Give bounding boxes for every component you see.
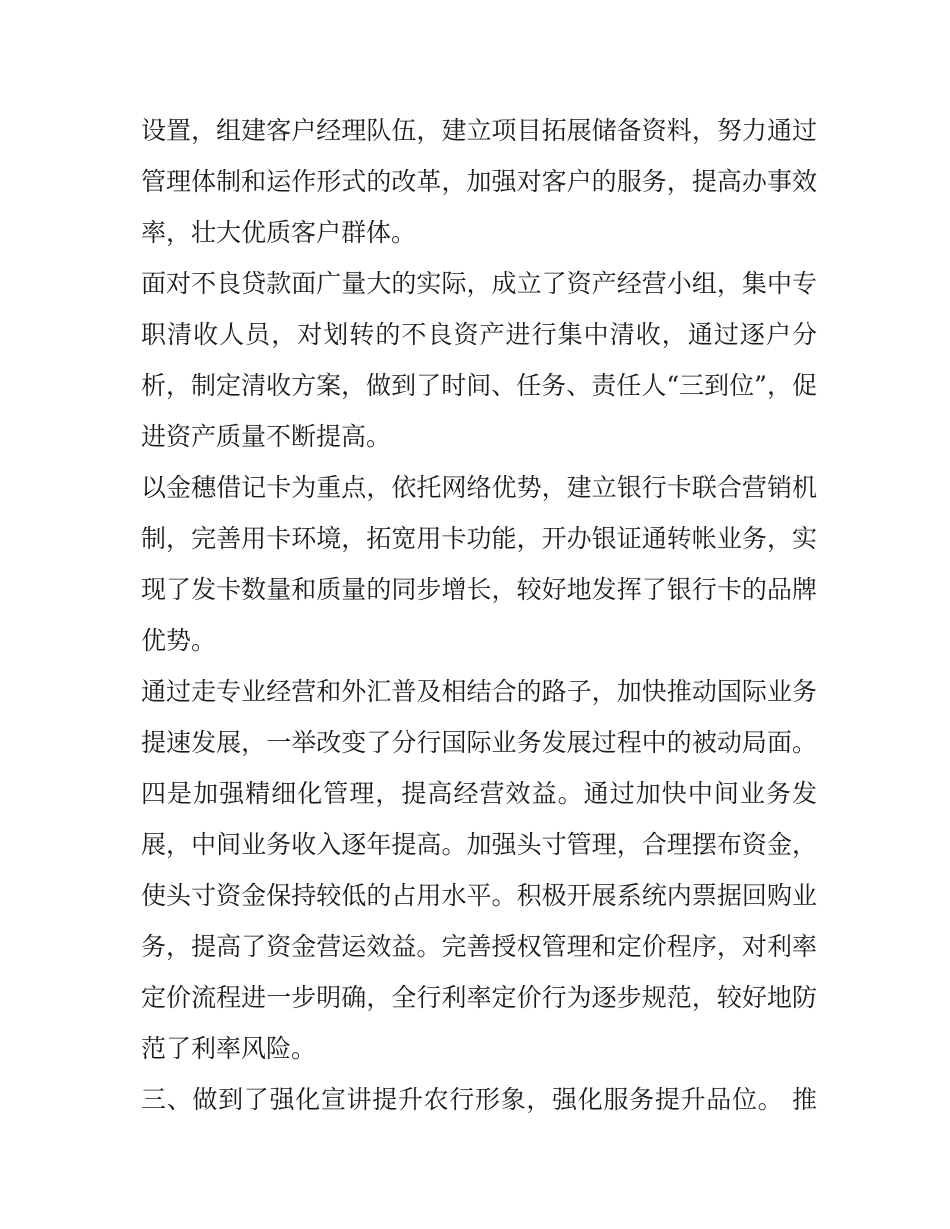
text-line: 展，中间业务收入逐年提高。加强头寸管理，合理摆布资金，: [141, 830, 817, 859]
document-body: [141, 105, 817, 1125]
text-line: 定价流程进一步明确，全行利率定价行为逐步规范，较好地防: [141, 983, 817, 1012]
text-line: 现了发卡数量和质量的同步增长，较好地发挥了银行卡的品牌: [141, 575, 817, 604]
text-line: 率，壮大优质客户群体。: [141, 218, 417, 247]
text-line: 职清收人员，对划转的不良资产进行集中清收，通过逐户分: [141, 320, 817, 349]
text-line: 提速发展，一举改变了分行国际业务发展过程中的被动局面。: [141, 728, 817, 757]
text-line: 制，完善用卡环境，拓宽用卡功能，开办银证通转帐业务，实: [141, 524, 817, 553]
text-line: 设置，组建客户经理队伍，建立项目拓展储备资料，努力通过: [141, 116, 817, 145]
text-line: 面对不良贷款面广量大的实际，成立了资产经营小组，集中专: [141, 269, 817, 298]
text-line: 务，提高了资金营运效益。完善授权管理和定价程序，对利率: [141, 932, 817, 961]
text-line: 四是加强精细化管理，提高经营效益。通过加快中间业务发: [141, 779, 817, 808]
text-line: 范了利率风险。: [141, 1034, 317, 1063]
text-line: 进资产质量不断提高。: [141, 422, 392, 451]
text-line: 以金穗借记卡为重点，依托网络优势，建立银行卡联合营销机: [141, 473, 817, 502]
text-line: 三、做到了强化宣讲提升农行形象，强化服务提升品位。 推: [141, 1085, 817, 1114]
text-line: 使头寸资金保持较低的占用水平。积极开展系统内票据回购业: [141, 881, 817, 910]
text-line: 管理体制和运作形式的改革，加强对客户的服务，提高办事效: [141, 167, 817, 196]
text-line: 析，制定清收方案，做到了时间、任务、责任人“三到位”，促: [141, 371, 817, 400]
text-line: 通过走专业经营和外汇普及相结合的路子，加快推动国际业务: [141, 677, 817, 706]
text-line: 优势。: [141, 626, 217, 655]
